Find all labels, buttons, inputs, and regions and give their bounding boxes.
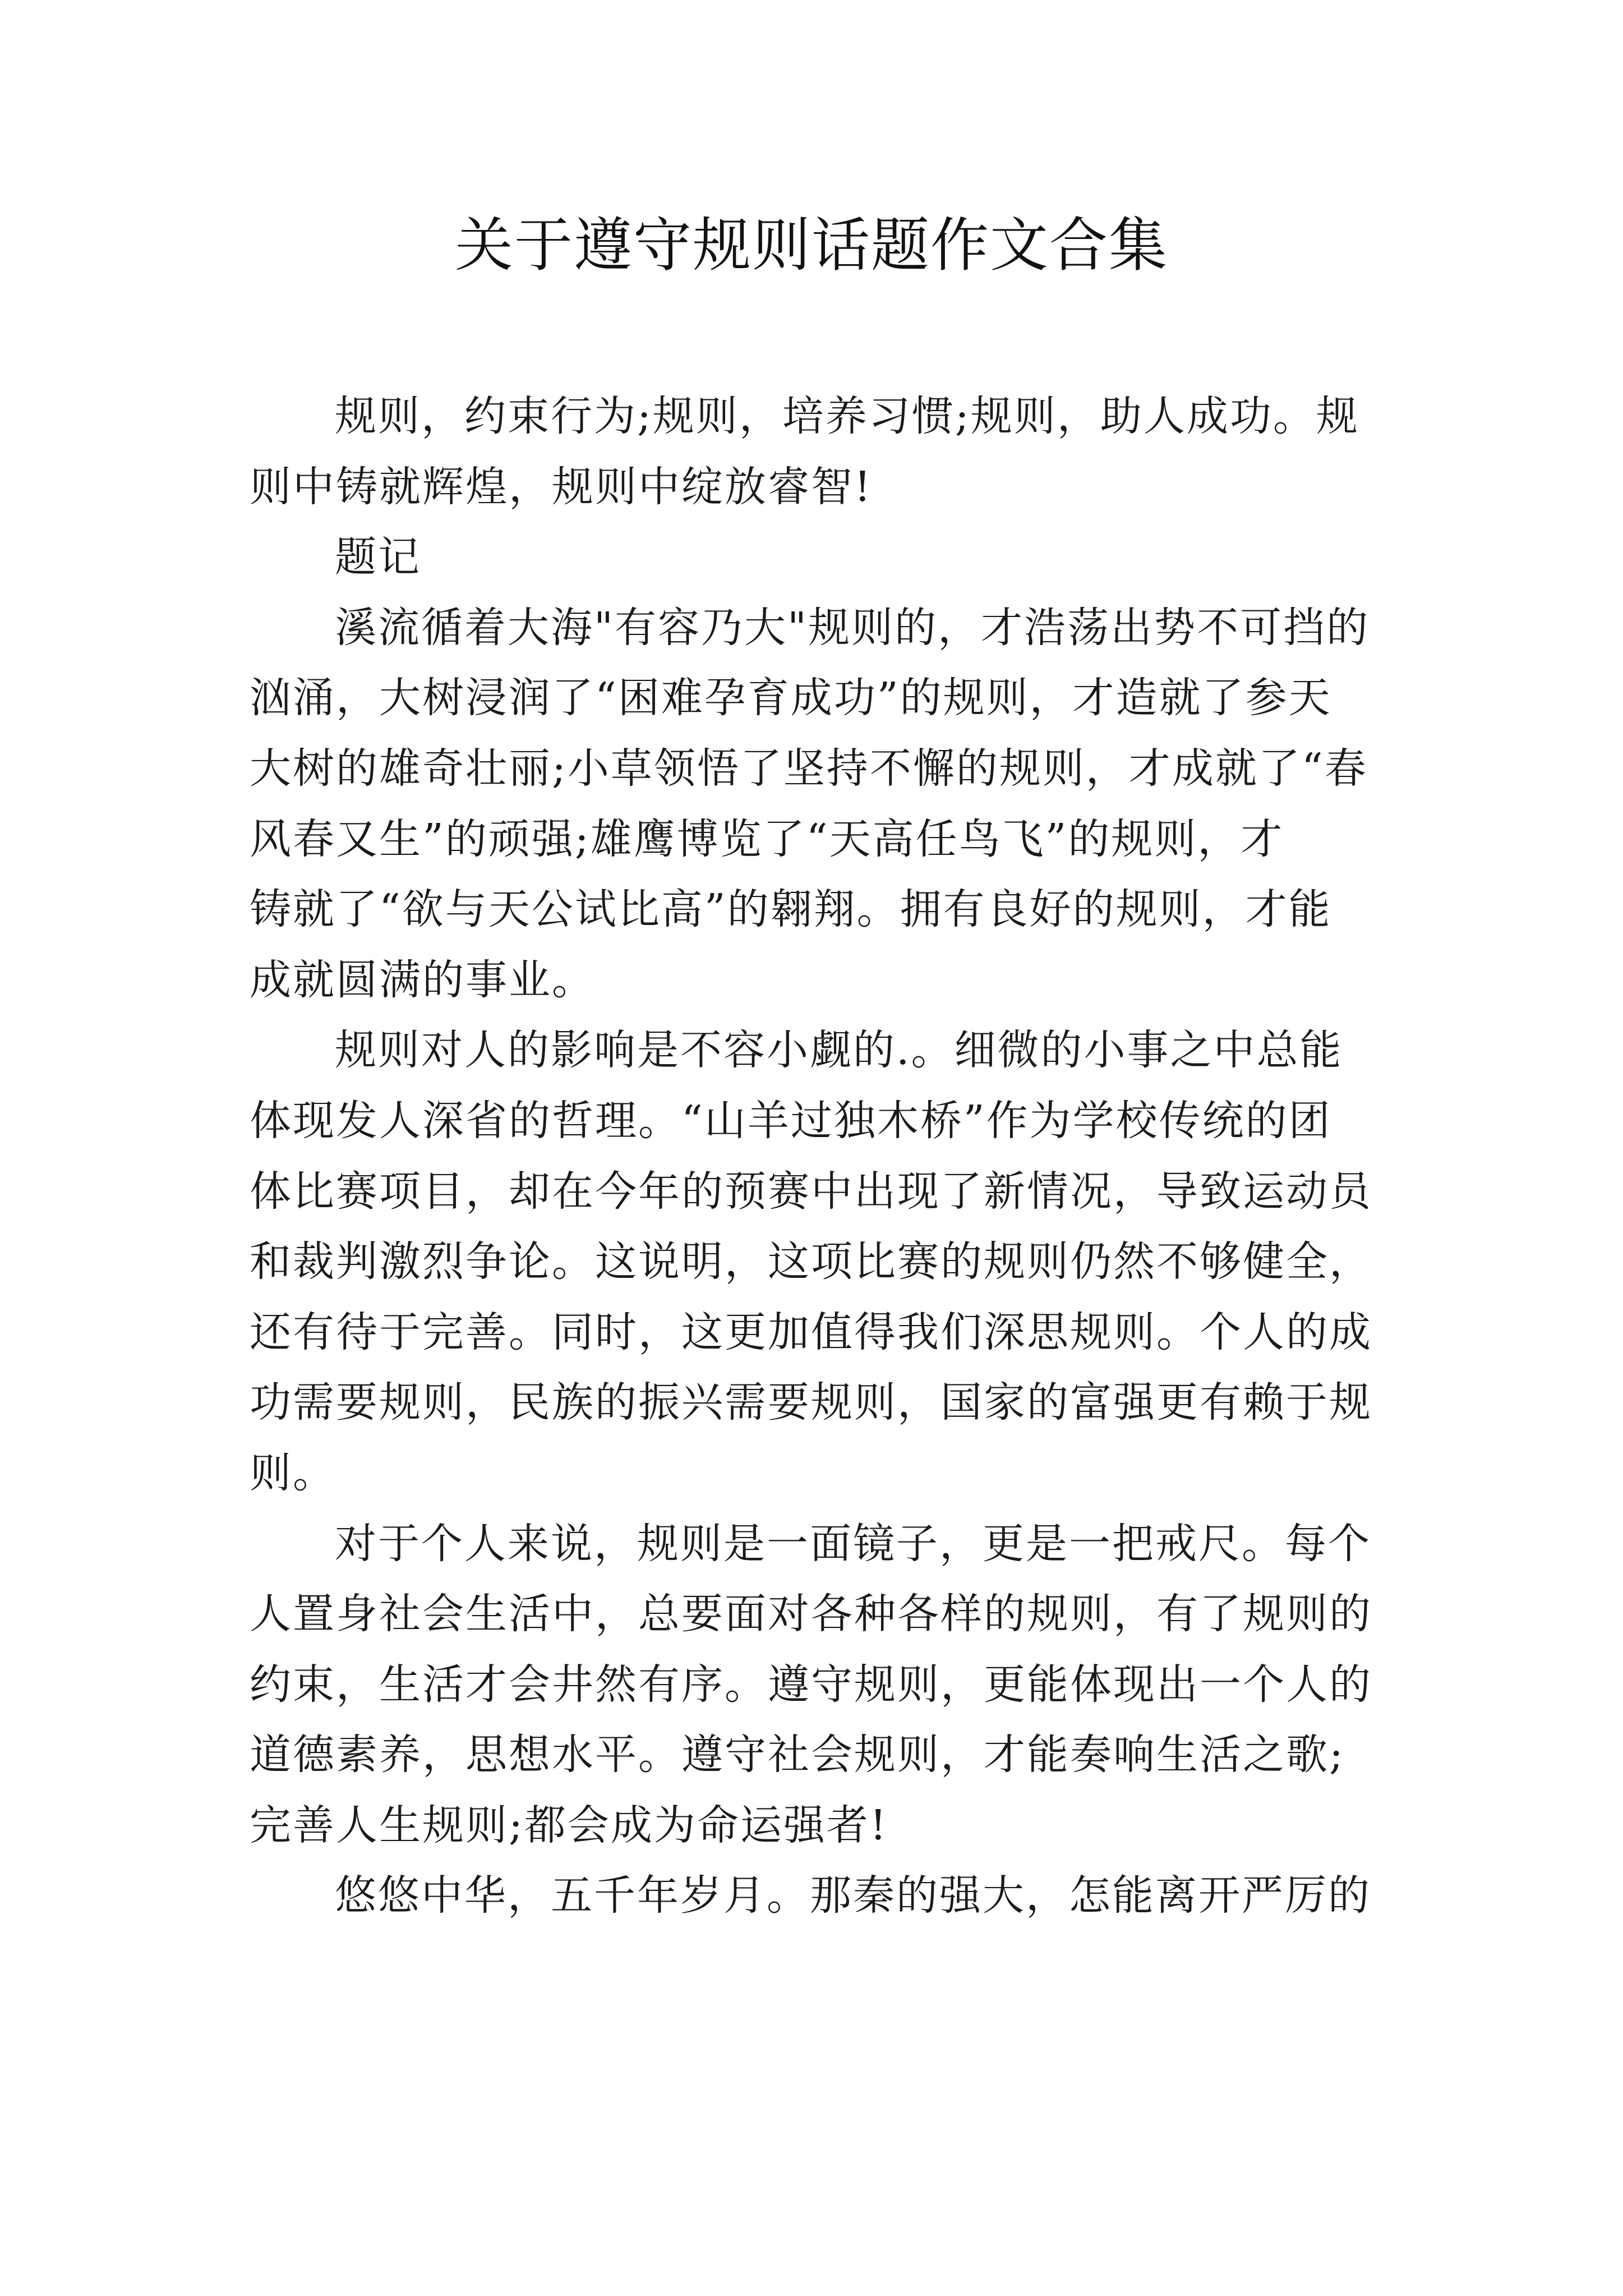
body-line: 铸就了“欲与天公试比高”的翱翔。拥有良好的规则，才能 bbox=[250, 885, 1332, 934]
body-line: 溪流循着大海"有容乃大"规则的，才浩荡出势不可挡的 bbox=[335, 603, 1370, 652]
body-line: 则中铸就辉煌，规则中绽放睿智! bbox=[250, 462, 873, 511]
body-line: 和裁判激烈争论。这说明，这项比赛的规则仍然不够健全， bbox=[250, 1237, 1372, 1286]
body-line: 道德素养，思想水平。遵守社会规则，才能奏响生活之歌; bbox=[250, 1731, 1345, 1779]
body-line: 规则，约束行为;规则，培养习惯;规则，助人成功。规 bbox=[335, 392, 1359, 440]
body-line: 对于个人来说，规则是一面镜子，更是一把戒尺。每个 bbox=[335, 1519, 1371, 1568]
body-line: 还有待于完善。同时，这更加值得我们深思规则。个人的成 bbox=[250, 1308, 1372, 1356]
body-line: 人置身社会生活中，总要面对各种各样的规则，有了规则的 bbox=[250, 1590, 1372, 1639]
body-line: 则。 bbox=[250, 1448, 336, 1497]
document-body bbox=[250, 381, 1382, 1931]
body-line: 体比赛项目，却在今年的预赛中出现了新情况，导致运动员 bbox=[250, 1167, 1372, 1216]
body-line: 大树的雄奇壮丽;小草领悟了坚持不懈的规则，才成就了“春 bbox=[250, 744, 1368, 793]
body-line: 体现发人深省的哲理。“山羊过独木桥”作为学校传统的团 bbox=[250, 1096, 1332, 1145]
body-line: 规则对人的影响是不容小觑的.。细微的小事之中总能 bbox=[335, 1026, 1343, 1075]
body-line: 完善人生规则;都会成为命运强者! bbox=[250, 1801, 888, 1849]
body-line: 风春又生”的顽强;雄鹰博览了“天高任鸟飞”的规则，才 bbox=[250, 815, 1284, 863]
body-line: 成就圆满的事业。 bbox=[250, 955, 595, 1004]
body-line: 汹涌，大树浸润了“困难孕育成功”的规则，才造就了参天 bbox=[250, 674, 1332, 723]
body-line: 题记 bbox=[335, 533, 421, 582]
body-line: 约束，生活才会井然有序。遵守规则，更能体现出一个人的 bbox=[250, 1660, 1372, 1709]
document-title: 关于遵守规则话题作文合集 bbox=[454, 211, 1168, 279]
body-line: 功需要规则，民族的振兴需要规则，国家的富强更有赖于规 bbox=[250, 1378, 1372, 1427]
body-line: 悠悠中华，五千年岁月。那秦的强大，怎能离开严厉的 bbox=[335, 1871, 1371, 1920]
